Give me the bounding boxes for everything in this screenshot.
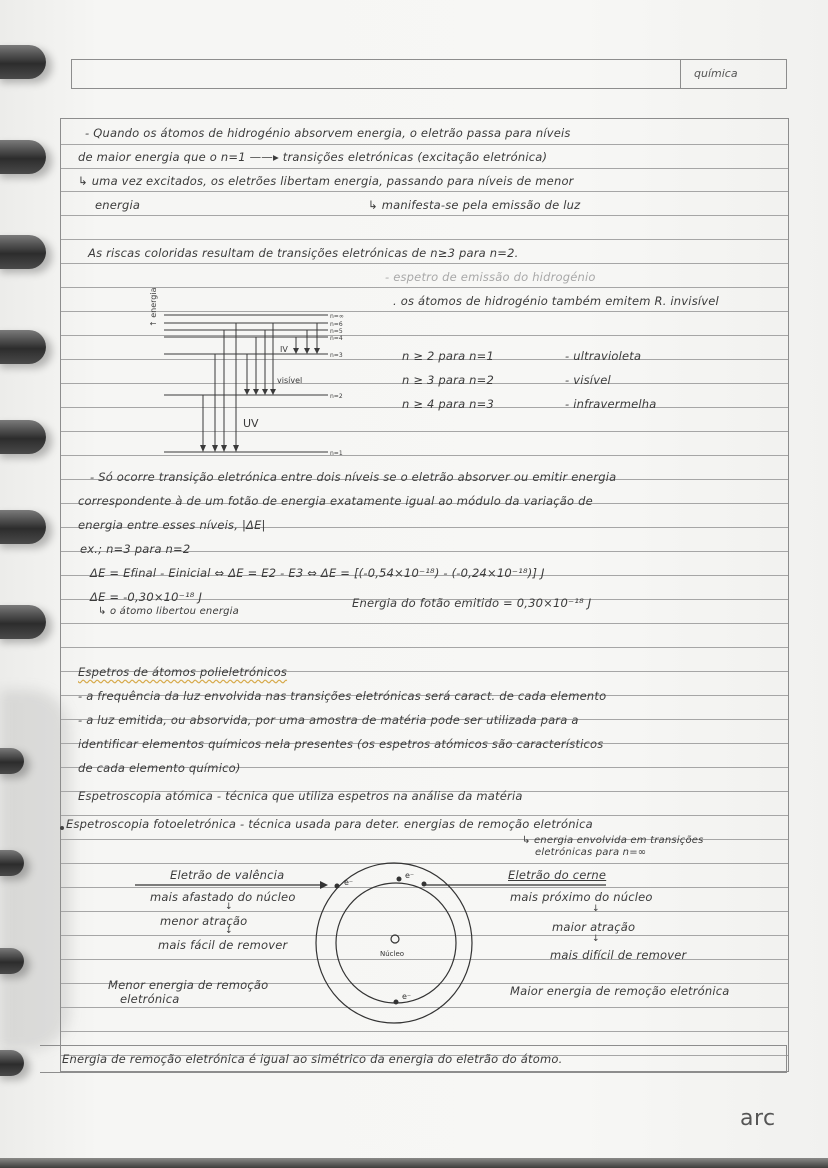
down-arrow-icon: ↓	[225, 926, 233, 936]
electron-label: e⁻	[344, 878, 354, 887]
note-line: energia entre esses níveis, |ΔE|	[78, 518, 266, 532]
binder-ring	[0, 420, 46, 454]
header-divider	[680, 60, 681, 88]
down-arrow-icon: ↓	[592, 934, 600, 944]
binder-ring	[0, 330, 46, 364]
note-line: Espetroscopia fotoeletrónica - técnica usada para deter. energias de remoção eletrónica	[66, 817, 593, 831]
section-heading: Espetros de átomos polieletrónicos	[78, 665, 288, 679]
level-label: n=1	[330, 450, 343, 457]
binder-ring	[0, 45, 46, 79]
binder-ring	[0, 235, 46, 269]
electron-label: e⁻	[402, 992, 412, 1001]
transition-from: n ≥ 3 para n=2	[402, 373, 495, 387]
uv-label: UV	[243, 417, 259, 430]
energy-axis-label: ↑ energia	[149, 287, 158, 327]
level-label: n=5	[330, 328, 343, 335]
binder-ring	[0, 140, 46, 174]
binder-ring	[0, 510, 46, 544]
formula-result: ΔE = -0,30×10⁻¹⁸ J	[90, 590, 203, 604]
core-step: mais próximo do núcleo	[510, 890, 653, 904]
core-step: mais difícil de remover	[550, 948, 687, 962]
transition-from: n ≥ 4 para n=3	[402, 397, 495, 411]
photon-energy: Energia do fotão emitido = 0,30×10⁻¹⁸ J	[352, 596, 592, 610]
note-line: energia	[95, 198, 141, 212]
bullet-icon	[60, 826, 64, 830]
note-line: de maior energia que o n=1 ——▸ transições eletrónicas (excitação eletrónica)	[78, 150, 548, 164]
note-line: ↳ uma vez excitados, os eletrões libertam energia, passando para níveis de menor	[78, 174, 574, 188]
ruled-line	[61, 1007, 788, 1008]
note-line: identificar elementos químicos nela presentes (os espetros atómicos são característicos	[78, 737, 604, 751]
transition-type: - infravermelha	[565, 397, 657, 411]
core-step: maior atração	[552, 920, 636, 934]
note-line: correspondente à de um fotão de energia exatamente igual ao módulo da variação de	[78, 494, 593, 508]
ruled-line	[61, 623, 788, 624]
energy-level-diagram	[130, 275, 380, 475]
ruled-line	[61, 863, 788, 864]
ruled-line	[61, 191, 788, 192]
ruled-line	[61, 815, 788, 816]
binder-ring	[0, 605, 46, 639]
ruled-line	[61, 935, 788, 936]
result-note: ↳ o átomo libertou energia	[98, 606, 239, 617]
page-bottom-edge	[0, 1158, 828, 1168]
down-arrow-icon: ↓	[592, 904, 600, 914]
transition-from: n ≥ 2 para n=1	[402, 349, 495, 363]
remark-line: ↳ energia envolvida em transições	[522, 835, 704, 846]
formula: ΔE = Efinal - Einicial ⇔ ΔE = E2 - E3 ⇔ ΔE = [(-0,54×10⁻¹⁸) - (-0,24×10⁻¹⁸)] J	[90, 566, 545, 580]
note-line: . os átomos de hidrogénio também emitem R. invisível	[393, 294, 719, 308]
level-label: n=4	[330, 335, 343, 342]
transition-type: - visível	[565, 373, 611, 387]
section-heading: As riscas coloridas resultam de transições eletrónicas de n≥3 para n=2.	[88, 246, 519, 260]
valence-step: mais afastado do núcleo	[150, 890, 296, 904]
note-line: - a frequência da luz envolvida nas transições eletrónicas será caract. de cada elemento	[78, 689, 607, 703]
level-label: n=3	[330, 352, 343, 359]
valence-step: mais fácil de remover	[158, 938, 288, 952]
ruled-line	[61, 239, 788, 240]
valence-electron-title: Eletrão de valência	[170, 868, 285, 882]
nucleus-label: Núcleo	[380, 950, 405, 958]
ruled-line	[61, 168, 788, 169]
level-label: n=∞	[330, 313, 344, 320]
ruled-line	[61, 263, 788, 264]
valence-conclusion: eletrónica	[120, 992, 180, 1006]
down-arrow-icon: ↓	[225, 902, 233, 912]
footer-statement: Energia de remoção eletrónica é igual ao simétrico da energia do eletrão do átomo.	[62, 1052, 563, 1066]
ruled-line	[61, 911, 788, 912]
ruled-line	[61, 1031, 788, 1032]
ruled-line	[61, 215, 788, 216]
visible-label: visível	[277, 376, 303, 385]
transition-type: - ultravioleta	[565, 349, 642, 363]
note-line: de cada elemento químico)	[78, 761, 241, 775]
brand-logo: arc	[740, 1106, 776, 1131]
subject-label: química	[694, 67, 738, 80]
ruled-line	[61, 144, 788, 145]
note-remark: ↳ manifesta-se pela emissão de luz	[368, 198, 581, 212]
electron-label: e⁻	[405, 871, 415, 880]
header-box	[71, 59, 787, 89]
note-line: - a luz emitida, ou absorvida, por uma amostra de matéria pode ser utilizada para a	[78, 713, 579, 727]
note-line: - Só ocorre transição eletrónica entre dois níveis se o eletrão absorver ou emitir energia	[90, 470, 617, 484]
valence-step: menor atração	[160, 914, 248, 928]
faded-caption: - espetro de emissão do hidrogénio	[385, 270, 596, 284]
example-label: ex.; n=3 para n=2	[80, 542, 191, 556]
remark-line: eletrónicas para n=∞	[535, 847, 647, 858]
core-electron-title: Eletrão do cerne	[508, 868, 607, 882]
ruled-line	[61, 647, 788, 648]
note-line: Espetroscopia atómica - técnica que utiliza espetros na análise da matéria	[78, 789, 523, 803]
note-line: - Quando os átomos de hidrogénio absorvem energia, o eletrão passa para níveis	[85, 126, 571, 140]
ruled-line	[61, 887, 788, 888]
valence-conclusion: Menor energia de remoção	[108, 978, 269, 992]
binder-ring	[0, 1050, 24, 1076]
core-conclusion: Maior energia de remoção eletrónica	[510, 984, 730, 998]
ir-label: IV	[280, 345, 288, 354]
level-label: n=6	[330, 321, 343, 328]
level-label: n=2	[330, 393, 343, 400]
